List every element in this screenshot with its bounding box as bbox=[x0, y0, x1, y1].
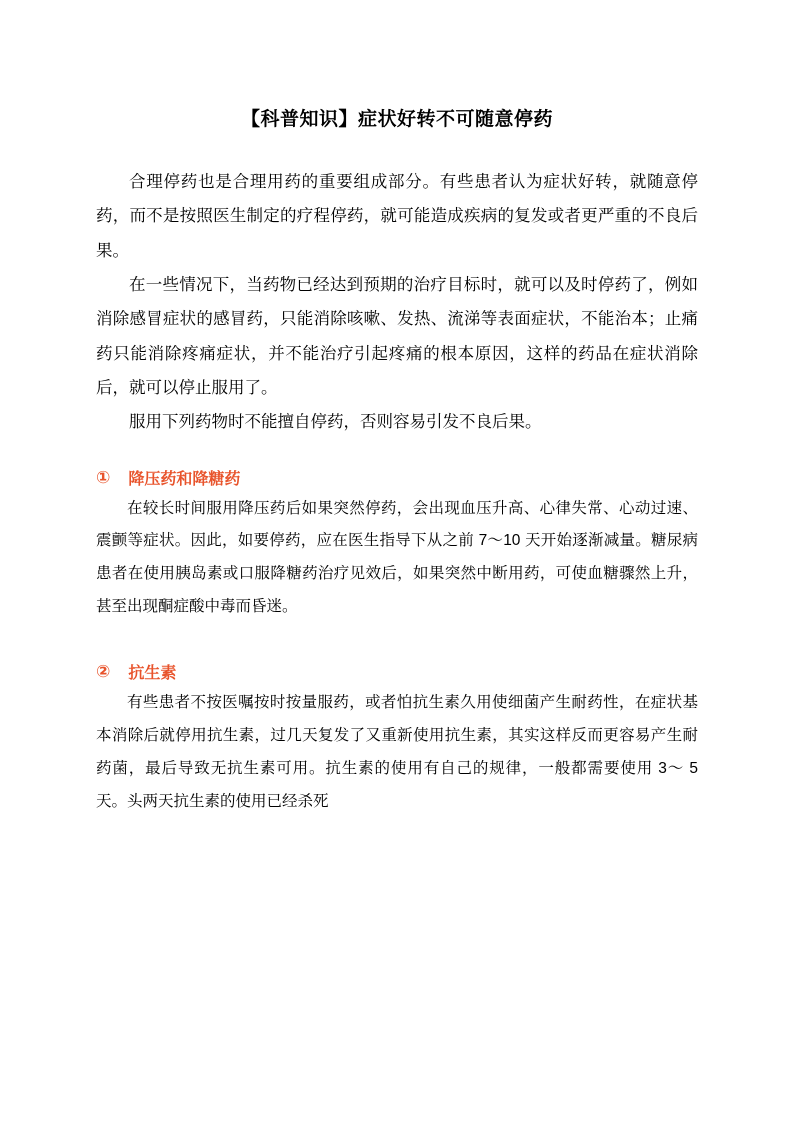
paragraph: 服用下列药物时不能擅自停药，否则容易引发不良后果。 bbox=[129, 412, 542, 432]
paragraph: 合理停药也是合理用药的重要组成部分。有些患者认为症状好转，就随意停药，而不是按照医生制定的疗程停药，就可能造成疾病的复发或者更严重的不良后果。 bbox=[96, 172, 698, 260]
section-spacer bbox=[96, 624, 698, 634]
section-heading bbox=[96, 660, 698, 683]
section-2 bbox=[96, 660, 698, 818]
section-number: ② bbox=[96, 661, 111, 681]
paragraph: 在一些情况下，当药物已经达到预期的治疗目标时，就可以及时停药了，例如消除感冒症状的感冒药，只能消除咳嗽、发热、流涕等表面症状，不能治本；止痛药只能消除疼痛症状，并不能治疗引起疼痛的根本原因，这样的药品在症状消除后，就可以停止服用了。 bbox=[96, 274, 698, 397]
document-body bbox=[96, 165, 698, 440]
section-paragraph: 在较长时间服用降压药后如果突然停药，会出现血压升高、心律失常、心动过速、震颤等症状。因此，如要停药，应在医生指导下从之前 7～10 天开始逐渐减量。糖尿病患者在使用胰岛素或口服降糖药治疗见效后，如果突然中断用药，可使血糖骤然上升，甚至出现酮症酸中毒而昏迷。 bbox=[96, 499, 698, 616]
section-title: 抗生素 bbox=[128, 664, 177, 682]
page-title: 【科普知识】症状好转不可随意停药 bbox=[240, 109, 553, 130]
section-heading bbox=[96, 466, 698, 489]
section-title: 降压药和降糖药 bbox=[128, 470, 241, 488]
section-paragraph: 有些患者不按医嘱按时按量服药，或者怕抗生素久用使细菌产生耐药性，在症状基本消除后就停用抗生素，过几天复发了又重新使用抗生素，其实这样反而更容易产生耐药菌，最后导致无抗生素可用。抗生素的使用有自己的规律，一般都需要使用 3～ 5 天。头两天抗生素的使用已经杀死 bbox=[96, 693, 698, 810]
section-number: ① bbox=[96, 467, 111, 487]
section-1 bbox=[96, 466, 698, 624]
